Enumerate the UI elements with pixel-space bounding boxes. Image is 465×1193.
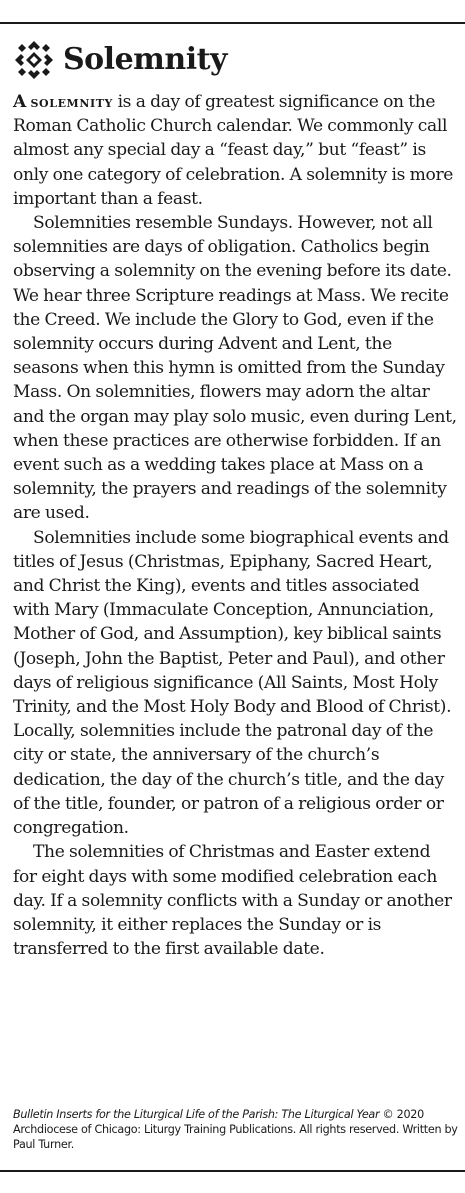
paragraph-1 [13,90,457,211]
lead-term: solemnity [30,92,113,111]
paragraph-1-text: is a day of greatest significance on the Roman Catholic Church calendar. We commonly call almost any special day a “feast day,” but “feast” is only one category of celebration. A solemnity is more important than a feast. [13,92,454,209]
quatrefoil-cross-ornament-icon [14,40,54,80]
paragraph-3: Solemnities include some biographical events and titles of Jesus (Christmas, Epiphany, Sacred Heart, and Christ the King), events and titles associated with Mary (Immaculate Conception, Annunciation, Mother of God, and Assumption), key biblical saints (Joseph, John the Baptist, Peter and Paul), and other days of religious significance (All Saints, Most Holy Trinity, and the Most Holy Body and Blood of Christ). Locally, solemnities include the patronal day of the city or state, the anniversary of the church’s dedication, the day of the church’s title, and the day of the title, founder, or patron of a religious order or congregation. [13,527,452,839]
copyright-text: © 2020 Archdiocese of Chicago: Liturgy Training Publications. All rights reserved. Written by Paul Turner. [13,1108,458,1152]
paragraph-4: The solemnities of Christmas and Easter extend for eight days with some modified celebration each day. If a solemnity conflicts with a Sunday or another solemnity, it either replaces the Sunday or is transferred to the first available date. [13,842,452,960]
top-rule [0,22,465,24]
credit-line [13,1107,458,1153]
page-title: Solemnity [63,42,227,77]
lead-article: A [13,92,26,112]
article-body [13,90,457,961]
bottom-rule [0,1170,465,1172]
publication-title: Bulletin Inserts for the Liturgical Life of the Parish: The Liturgical Year [13,1108,380,1121]
paragraph-2: Solemnities resemble Sundays. However, not all solemnities are days of obligation. Catholics begin observing a solemnity on the evening before its date. We hear three Scripture readings at Mass. We recite the Creed. We include the Glory to God, even if the solemnity occurs during Advent and Lent, the seasons when this hymn is omitted from the Sunday Mass. On solemnities, flowers may adorn the altar and the organ may play solo music, even during Lent, when these practices are otherwise forbidden. If an event such as a wedding takes place at Mass on a solemnity, the prayers and readings of the solemnity are used. [13,213,457,524]
page-header [14,38,227,82]
